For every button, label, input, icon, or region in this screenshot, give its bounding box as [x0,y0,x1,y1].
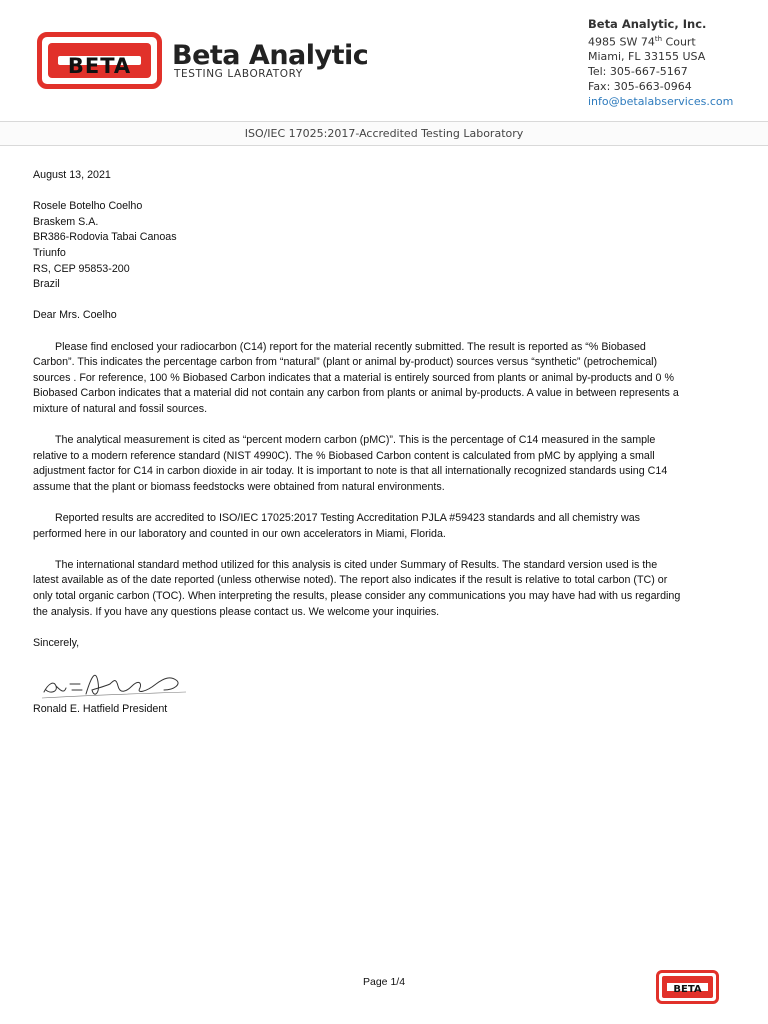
company-email-link[interactable]: info@betalabservices.com [588,94,734,108]
company-city: Miami, FL 33155 USA [588,50,706,64]
beta-logo-word: BETA [58,56,141,65]
letter-body [33,168,683,651]
company-street [588,32,733,50]
accreditation-banner: ISO/IEC 17025:2017-Accredited Testing Laboratory [0,121,768,146]
letter-date: August 13, 2021 [33,169,111,181]
brand-subtitle: TESTING LABORATORY [174,68,303,80]
recipient-line: RS, CEP 95853-200 [33,262,130,275]
recipient-line: BR386-Rodovia Tabai Canoas [33,231,177,244]
footer-beta-logo [656,970,719,1004]
company-tel: Tel: 305-667-5167 [588,65,688,79]
closing: Sincerely, [33,636,80,649]
signature-image [36,664,196,704]
salutation: Dear Mrs. Coelho [33,309,117,322]
company-address-block [588,17,733,109]
recipient-line: Rosele Botelho Coelho [33,200,143,213]
company-fax: Fax: 305-663-0964 [588,79,692,93]
street-name: Court [662,35,696,49]
recipient-line: Braskem S.A. [33,215,99,228]
company-name: Beta Analytic, Inc. [588,17,707,31]
street-number: 4985 SW 74 [588,35,655,49]
beta-logo-fill [48,43,151,78]
brand-name: Beta Analytic [172,40,369,71]
street-suffix: th [654,34,663,43]
body-paragraph: Reported results are accredited to ISO/IEC 17025:2017 Testing Accreditation PJLA #59423 standards and all chemistry was performed here in our laboratory and counted in our own accelerators in Miami, Florida. [33,512,640,540]
body-paragraph: Please find enclosed your radiocarbon (C14) report for the material recently submitted. The result is reported as “% Biobased Carbon”. This indicates the percentage carbon from “natural” (plant or animal by-product) sources versus “synthetic” (petrochemical) sources . For reference, 100 % Biobased Carbon indicates that a material is entirely sourced from plants or animal by-products and 0 % Biobased Carbon indicates that a material did not contain any carbon from plants or animal by-products. A value in between represents a mixture of natural and fossil sources. [33,340,679,415]
footer-logo-word: BETA [667,983,708,991]
signer-name: Ronald E. Hatfield President [33,703,168,715]
recipient-line: Triunfo [33,246,66,259]
beta-logo [37,32,162,89]
body-paragraph: The international standard method utilized for this analysis is cited under Summary of Results. The standard version used is the latest available as of the date reported (unless otherwise noted). The report also indicates if the result is relative to total carbon (TC) or only total organic carbon (TOC). When interpreting the results, please consider any communications you may have had with us regarding the analysis. If you have any questions please contact us. We welcome your inquiries. [33,558,681,618]
page-number: Page 1/4 [363,976,406,988]
recipient-line: Brazil [33,278,60,291]
body-paragraph: The analytical measurement is cited as “percent modern carbon (pMC)”. This is the percentage of C14 measured in the sample relative to a modern reference standard (NIST 4990C). The % Biobased Carbon content is calculated from pMC by applying a small adjustment factor for C14 in carbon dioxide in air today. It is important to note is that all internationally recognized standards using C14 assume that the plant or biomass feedstocks were obtained from natural environments. [33,434,668,493]
footer-logo-fill [662,976,713,998]
